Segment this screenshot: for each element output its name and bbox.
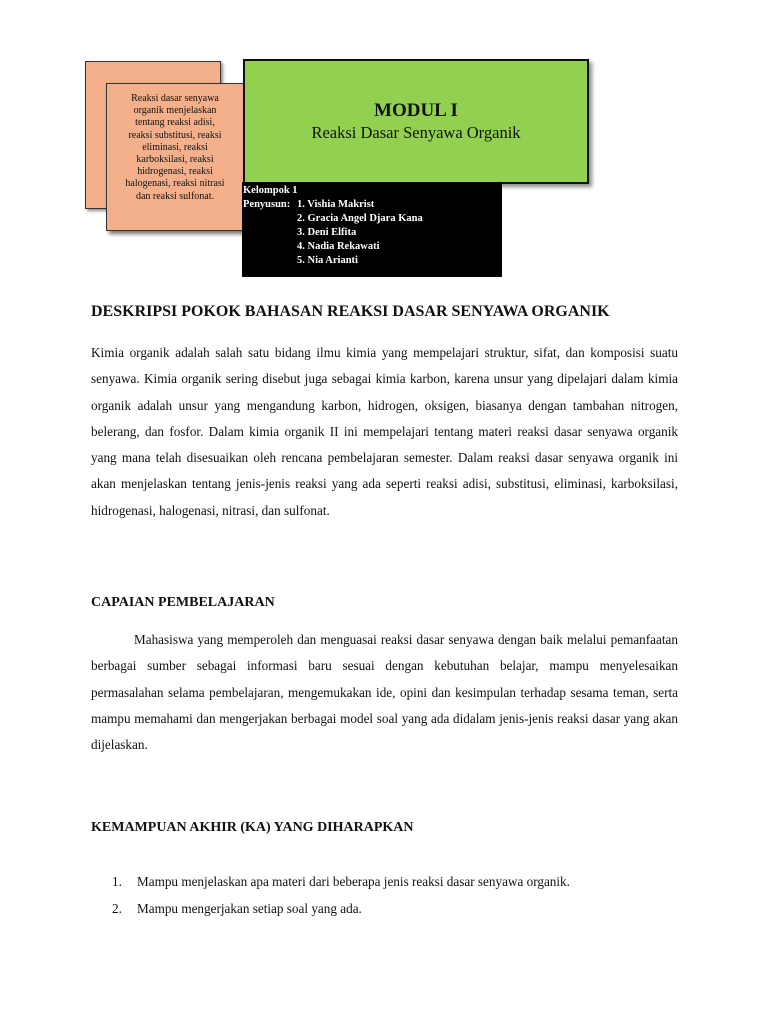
card-line: hidrogenasi, reaksi [137,166,213,178]
card-line: karboksilasi, reaksi [136,154,214,166]
expected-abilities-list [91,868,681,922]
section-title-expected-abilities: KEMAMPUAN AKHIR (KA) YANG DIHARAPKAN [91,820,414,835]
card-line: eliminasi, reaksi [142,141,208,153]
card-line: tentang reaksi adisi, [135,117,215,129]
list-item [91,868,681,895]
module-title-box [243,59,589,184]
list-item-text: Mampu mengerjakan setiap soal yang ada. [137,901,362,916]
page-title: DESKRIPSI POKOK BAHASAN REAKSI DASAR SENYAWA ORGANIK [91,303,610,320]
learning-outcomes-paragraph: Mahasiswa yang memperoleh dan menguasai reaksi dasar senyawa dengan baik melalui pemanfaatan berbagai sumber sebagai informasi baru sesuai dengan kebutuhan belajar, mampu menyelesaikan permasalahan selama pembelajaran, mengemukakan ide, opini dan kesimpulan terhadap sesama teman, serta mampu memahami dan mengerjakan berbagai model soal yang ada didalam jenis-jenis reaksi dasar yang akan dijelaskan. [91,632,678,753]
list-number: 1. [112,874,122,889]
list-item [91,895,681,922]
list-item-text: Mampu menjelaskan apa materi dari beberapa jenis reaksi dasar senyawa organik. [137,874,570,889]
module-subtitle: Reaksi Dasar Senyawa Organik [311,123,521,142]
group-label: Kelompok 1 [243,185,298,196]
card-line: halogenasi, reaksi nitrasi [125,178,225,190]
authors-label: Penyusun: [243,199,291,210]
module-title: MODUL I [374,100,458,121]
description-paragraph: Kimia organik adalah salah satu bidang ilmu kimia yang mempelajari struktur, sifat, dan komposisi suatu senyawa. Kimia organik sering disebut juga sebagai kimia karbon, karena unsur yang dipelajari dalam kimia organik adalah unsur yang mengandung karbon, hidrogen, oksigen, biasanya dengan tambahan nitrogen, belerang, dan fosfor. Dalam kimia organik II ini mempelajari tentang materi reaksi dasar senyawa organik yang mana telah disesuaikan oleh rencana pembelajaran semester. Dalam reaksi dasar senyawa organik ini akan menjelaskan tentang jenis-jenis reaksi yang ada seperti reaksi adisi, substitusi, eliminasi, karboksilasi, hidrogenasi, halogenasi, nitrasi, dan sulfonat. [91,345,678,518]
section-title-learning-outcomes: CAPAIAN PEMBELAJARAN [91,595,275,610]
team-box [242,182,502,277]
team-member: 1. Vishia Makrist [297,199,375,210]
list-number: 2. [112,901,122,916]
card-line: Reaksi dasar senyawa [131,93,219,104]
team-member: 2. Gracia Angel Djara Kana [297,213,423,224]
team-member: 3. Deni Elfita [297,227,357,238]
card-line: dan reaksi sulfonat. [135,190,215,202]
card-line: reaksi substitusi, reaksi [128,129,222,141]
team-member: 4. Nadia Rekawati [297,241,380,252]
card-line: organik menjelaskan [133,105,217,117]
summary-card-text [110,93,240,203]
team-member: 5. Nia Arianti [297,255,358,266]
